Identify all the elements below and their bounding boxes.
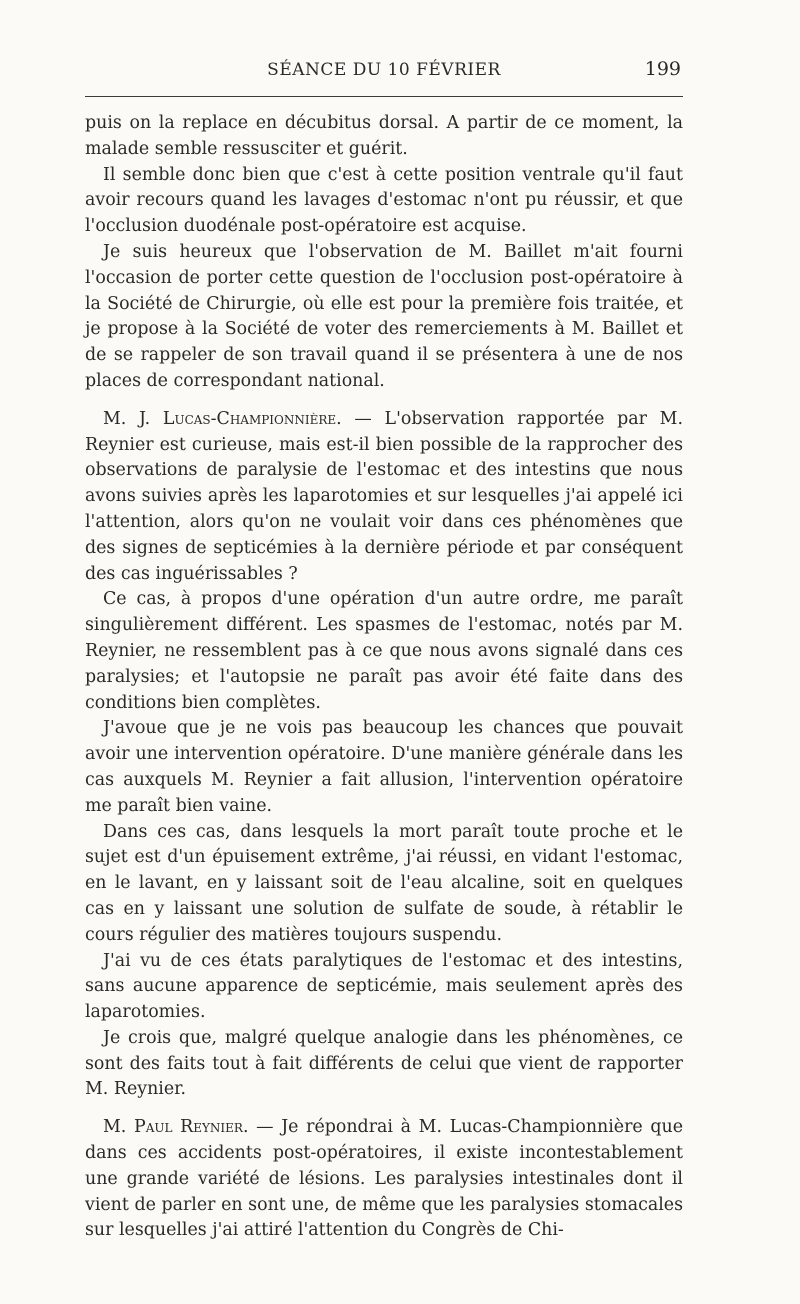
paragraph-5: Ce cas, à propos d'une opération d'un autre ordre, me paraît singulièrement différent. Les spasmes de l'estomac, notés par M. Reynier, ne ressemblent pas à ce que nous avons signalé dans ces paralysies; et l'autopsie ne paraît pas avoir été faite dans des conditions bien complètes.	[85, 589, 683, 713]
page-number: 199	[644, 58, 681, 80]
speaker-name-2: Paul Reynier.	[134, 1117, 249, 1138]
paragraph-6: J'avoue que je ne vois pas beaucoup les chances que pouvait avoir une intervention opératoire. D'une manière générale dans les cas auxquels M. Reynier a fait allusion, l'intervention opératoire me paraît bien vaine.	[85, 718, 683, 816]
speaker-text-2: — Je répondrai à M. Lucas-Championnière que dans ces accidents post-opératoires, il existe incontestablement une grande variété de lésions. Les paralysies intestinales dont il vient de parler en sont une, de même que les paralysies stomacales sur lesquelles j'ai attiré l'attention du Congrès de Chi-	[85, 1117, 683, 1241]
header-rule	[85, 96, 683, 97]
speaker-prefix-1: M. J.	[103, 408, 163, 429]
paragraph-1: puis on la replace en décubitus dorsal. A partir de ce moment, la malade semble ressusciter et guérit.	[85, 113, 683, 159]
paragraph-8: J'ai vu de ces états paralytiques de l'estomac et des intestins, sans aucune apparence de septicémie, mais seulement après des laparotomies.	[85, 950, 683, 1023]
running-header	[85, 58, 683, 84]
paragraph-4	[85, 407, 683, 588]
document-page	[85, 58, 683, 1244]
speaker-prefix-2: M.	[103, 1117, 135, 1138]
speaker-text-1: — L'observation rapportée par M. Reynier est curieuse, mais est-il bien possible de la rapprocher des observations de paralysie de l'estomac et des intestins que nous avons suivies après les laparotomies et sur lesquelles j'ai appelé ici l'attention, alors qu'on ne voulait voir dans ces phénomènes que des signes de septicémies à la dernière période et par conséquent des cas inguérissables ?	[85, 408, 683, 584]
paragraph-9: Je crois que, malgré quelque analogie dans les phénomènes, ce sont des faits tout à fait différents de celui que vient de rapporter M. Reynier.	[85, 1027, 683, 1100]
header-title: SÉANCE DU 10 FÉVRIER	[267, 60, 501, 80]
paragraph-3: Je suis heureux que l'observation de M. Baillet m'ait fourni l'occasion de porter cette question de l'occlusion post-opératoire à la Société de Chirurgie, où elle est pour la première fois traitée, et je propose à la Société de voter des remerciements à M. Baillet et de se rappeler de son travail quand il se présentera à une de nos places de correspondant national.	[85, 241, 683, 391]
speaker-name-1: Lucas-Championnière.	[162, 408, 342, 429]
paragraph-10	[85, 1115, 683, 1244]
paragraph-7: Dans ces cas, dans lesquels la mort paraît toute proche et le sujet est d'un épuisement extrême, j'ai réussi, en vidant l'estomac, en le lavant, en y laissant soit de l'eau alcaline, soit en quelques cas en y laissant une solution de sulfate de soude, à rétablir le cours régulier des matières toujours suspendu.	[85, 821, 683, 945]
document-body	[85, 111, 683, 1244]
paragraph-2: Il semble donc bien que c'est à cette position ventrale qu'il faut avoir recours quand les lavages d'estomac n'ont pu réussir, et que l'occlusion duodénale post-opératoire est acquise.	[85, 164, 683, 237]
